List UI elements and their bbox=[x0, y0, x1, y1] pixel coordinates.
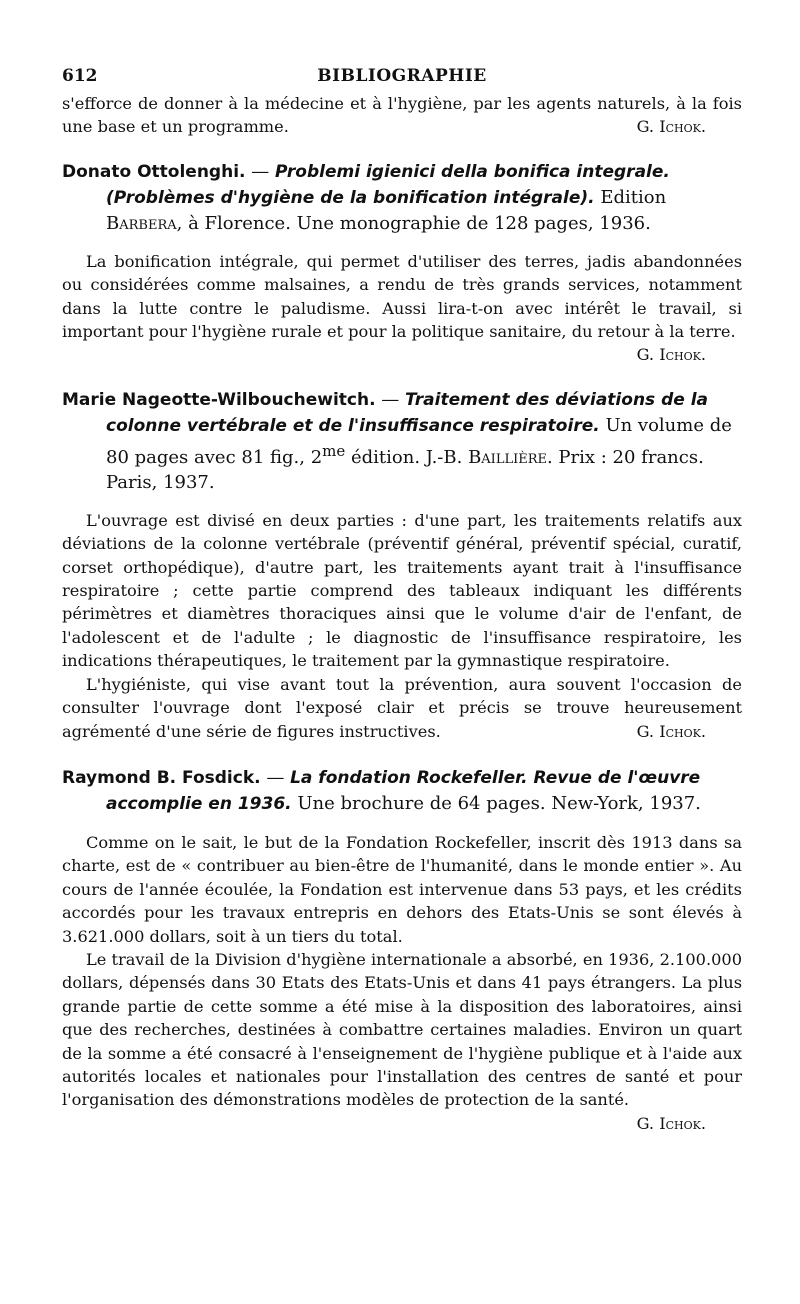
review-text: Le travail de la Division d'hygiène internationale a absorbé, en 1936, 2.100.000 dollars, dépensés dans 30 Etats des Etats-Unis et dans 41 pays étrangers. La plus grande partie de cette somme a été mise à la disposition des laboratoires, ainsi que des recherches, destinées à combattre certaines maladies. Environ un quart de la somme a été consacré à l'enseignement de l'hygiène publique et à l'aide aux autorités locales et nationales pour l'installation des centres de santé et pour l'organisation des démonstrations modèles de protection de la santé. bbox=[62, 949, 742, 1110]
page-header bbox=[62, 66, 742, 92]
entry-title: Problemi igienici della bonifica integrale. bbox=[274, 161, 670, 182]
bibliography-entry bbox=[62, 765, 742, 817]
edition-superscript: me bbox=[322, 441, 346, 460]
review-text: La bonification intégrale, qui permet d'utiliser des terres, jadis abandonnées ou considérées comme malsaines, a rendu de très grands services, notamment dans la lutte contre le paludisme. Aussi lira-t-on avec intérêt le travail, si important pour l'hygiène rurale et pour la politique sanitaire, du retour à la terre. bbox=[62, 251, 742, 342]
entry-publisher: Barbera bbox=[106, 212, 177, 234]
review-text: Comme on le sait, le but de la Fondation Rockefeller, inscrit dès 1913 dans sa charte, est de « contribuer au bien-être de l'humanité, dans le monde entier ». Au cours de l'année écoulée, la Fondation est intervenue dans 53 pays, et les crédits accordés pour les travaux entrepris en dehors des Etats-Unis se sont élevés à 3.621.000 dollars, soit à un tiers du total. bbox=[62, 832, 742, 946]
entry-dash: — bbox=[251, 160, 270, 182]
review-paragraph bbox=[62, 673, 742, 743]
entry-dash: — bbox=[266, 766, 285, 788]
signature: G. Ichok. bbox=[636, 117, 706, 137]
bibliography-entry bbox=[62, 387, 742, 495]
bibliography-entry bbox=[62, 159, 742, 236]
running-title: BIBLIOGRAPHIE bbox=[317, 66, 487, 86]
entry-details: . Prix : 20 francs. Paris, 1937. bbox=[106, 446, 704, 493]
intro-paragraph bbox=[62, 92, 742, 139]
entry-details: édition. J.-B. bbox=[345, 446, 469, 468]
entry-subtitle: (Problèmes d'hygiène de la bonification intégrale). bbox=[106, 187, 595, 208]
review-paragraph bbox=[62, 948, 742, 1135]
entry-details: Une brochure de 64 pages. New-York, 1937. bbox=[297, 792, 701, 814]
signature: G. Ichok. bbox=[636, 1113, 706, 1133]
entry-details: , à Florence. Une monographie de 128 pages, 1936. bbox=[176, 212, 651, 234]
page bbox=[62, 66, 742, 1135]
entry-dash: — bbox=[381, 388, 400, 410]
page-number: 612 bbox=[62, 66, 98, 86]
entry-title: La fondation Rockefeller. Revue de l'œuvre accomplie en 1936. bbox=[106, 767, 701, 814]
review-paragraph bbox=[62, 509, 742, 673]
review-text: L'hygiéniste, qui vise avant tout la prévention, aura souvent l'occasion de consulter l'ouvrage dont l'exposé clair et précis se trouve heureusement agrémenté d'une série de figures instructives. bbox=[62, 674, 742, 741]
entry-details: Edition bbox=[600, 186, 667, 208]
entry-author: Donato Ottolenghi. bbox=[62, 161, 246, 182]
intro-text: s'efforce de donner à la médecine et à l'hygiène, par les agents naturels, à la fois une base et un programme. bbox=[62, 94, 742, 137]
signature: G. Ichok. bbox=[636, 345, 706, 365]
signature: G. Ichok. bbox=[636, 721, 706, 741]
entry-publisher: Baillière bbox=[468, 446, 547, 468]
review-paragraph bbox=[62, 250, 742, 367]
review-text: L'ouvrage est divisé en deux parties : d'une part, les traitements relatifs aux déviations de la colonne vertébrale (préventif général, préventif spécial, curatif, corset orthopédique), d'autre part, les traitements ayant trait à l'insuffisance respiratoire ; cette partie comprend des tableaux indiquant les différents périmètres et diamètres thoraciques ainsi que le volume d'air de l'enfant, de l'adolescent et de l'adulte ; le diagnostic de l'insuffisance respiratoire, les indications thérapeutiques, le traitement par la gymnastique respiratoire. bbox=[62, 510, 742, 671]
entry-author: Raymond B. Fosdick. bbox=[62, 767, 261, 788]
entry-author: Marie Nageotte-Wilbouchewitch. bbox=[62, 389, 376, 410]
entry-title: Traitement des déviations de la colonne vertébrale et de l'insuffisance respiratoire. bbox=[106, 389, 708, 436]
entry-details: Un volume de 80 pages avec 81 fig., 2 bbox=[106, 414, 732, 468]
review-paragraph bbox=[62, 831, 742, 948]
